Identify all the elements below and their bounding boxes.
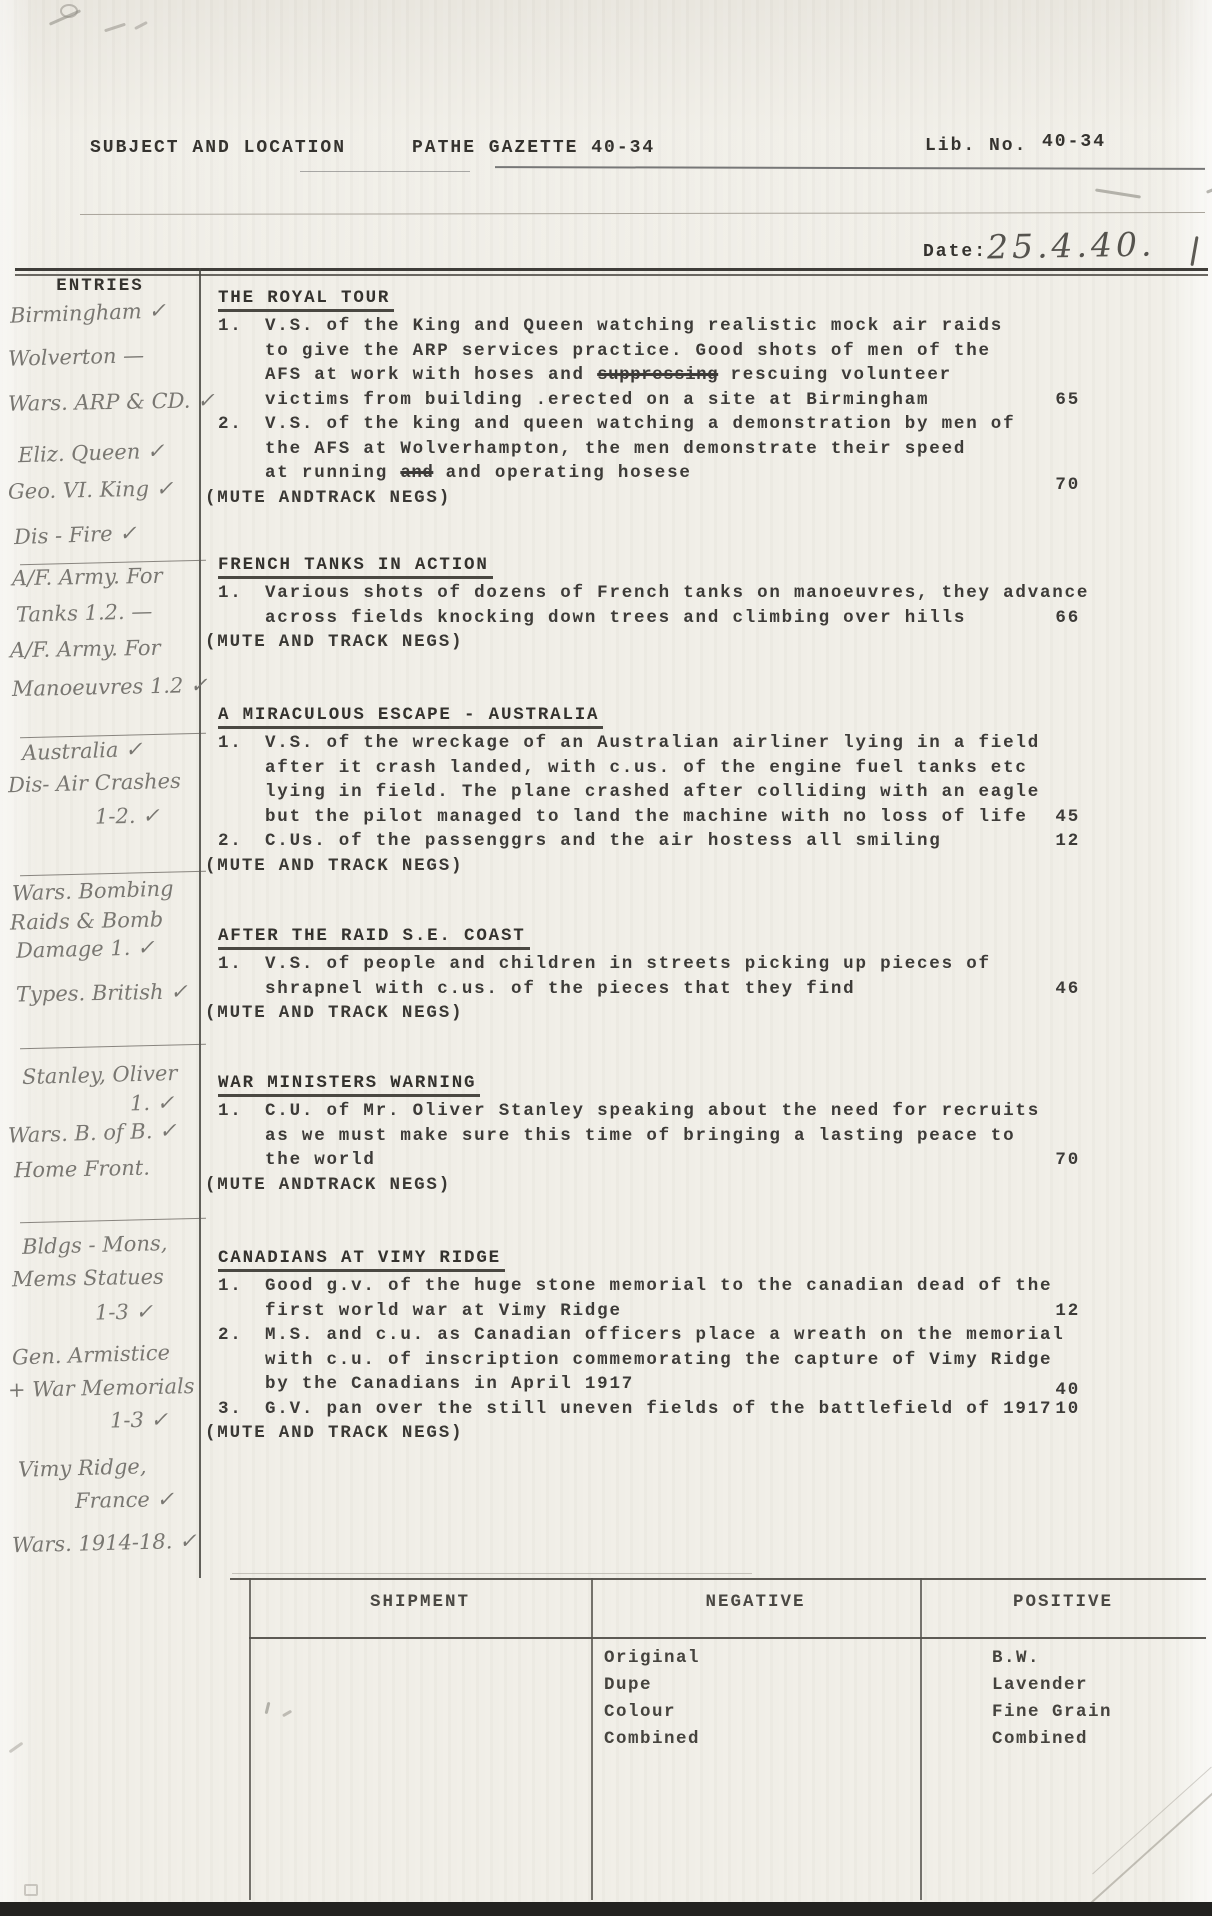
entry-line: Home Front. (13, 1155, 151, 1183)
struck-word: and (400, 463, 434, 483)
section-text-line (205, 606, 1080, 631)
section-text-line (205, 829, 1080, 854)
section-heading: THE ROYAL TOUR (218, 288, 394, 312)
entry-line: Geo. VI. King ✓ (7, 476, 174, 504)
paper-crease (1092, 1767, 1212, 1875)
section-text-line (205, 314, 1080, 339)
line-text: first world war at Vimy Ridge (265, 1300, 622, 1321)
entry-line: Birmingham ✓ (9, 298, 167, 328)
line-text: as we must make sure this time of bringing a lasting peace to (265, 1125, 1016, 1146)
entry-line: Damage 1. ✓ (15, 935, 155, 963)
table-header-underline (249, 1637, 1206, 1639)
negatives-note: (MUTE AND TRACK NEGS) (205, 1003, 464, 1023)
entry-line: Dis - Fire ✓ (13, 520, 138, 550)
entry-line: + War Memorials (7, 1374, 195, 1402)
table-header-negative: NEGATIVE (705, 1592, 806, 1612)
footage-count: 46 (1055, 978, 1080, 999)
line-text: by the Canadians in April 1917 (265, 1374, 635, 1394)
section-text-line (205, 388, 1080, 413)
line-text: V.S. of the King and Queen watching realistic mock air raids (265, 316, 1004, 336)
struck-word: suppressing (597, 365, 719, 385)
entry-line: Wars. Bombing (11, 876, 174, 906)
negative-option: Colour (604, 1702, 677, 1722)
positive-option: B.W. (992, 1648, 1041, 1668)
pencil-tick (1095, 188, 1141, 198)
entry-line: Raids & Bomb (9, 907, 164, 935)
line-text: the world (265, 1150, 376, 1170)
date-label: Date: (923, 242, 988, 262)
header-underline (300, 171, 470, 172)
line-text: after it crash landed, with c.us. of the engine fuel tanks etc (265, 757, 1028, 778)
table-top-line-shadow (232, 1573, 752, 1574)
entries-group-divider (20, 1044, 206, 1050)
scan-edge-bar (0, 1902, 1212, 1916)
document-title: PATHE GAZETTE 40-34 (412, 138, 656, 158)
footage-count: 45 (1055, 806, 1080, 827)
pencil-mark (9, 1742, 24, 1754)
section-text-line (205, 780, 1080, 805)
negative-option: Dupe (604, 1675, 653, 1695)
date-handwritten: 25.4.40. (986, 224, 1156, 267)
entry-line: France ✓ (74, 1486, 175, 1514)
footage-count: 70 (1055, 1150, 1080, 1170)
mid-rule (80, 212, 1205, 215)
line-text: V.S. of people and children in streets picking up pieces of (265, 954, 991, 974)
section-text-line (205, 1397, 1080, 1422)
line-text: to give the ARP services practice. Good shots of men of the (265, 340, 991, 361)
entry-line: Stanley, Oliver (21, 1060, 178, 1090)
negative-option: Combined (604, 1729, 701, 1749)
entries-column-divider (199, 268, 201, 1578)
item-number: 2. (218, 1325, 243, 1345)
section-text-line (205, 1348, 1080, 1373)
newsreel-section (205, 705, 1080, 878)
line-text: M.S. and c.u. as Canadian officers place a wreath on the memorial (265, 1325, 1065, 1345)
section-text-line (205, 977, 1080, 1002)
entry-line: Bldgs - Mons, (21, 1231, 168, 1259)
entry-line: Mems Statues (11, 1264, 165, 1292)
header-rule (495, 166, 1205, 170)
entry-line: 1-2. ✓ (94, 803, 160, 829)
section-text-line (205, 363, 1080, 388)
entry-line: Wars. B. of B. ✓ (7, 1118, 178, 1148)
item-number: 1. (218, 1276, 243, 1296)
entries-group-divider (20, 871, 206, 877)
line-text: C.U. of Mr. Oliver Stanley speaking about the need for recruits (265, 1101, 1041, 1121)
line-text: but the pilot managed to land the machine with no loss of life (265, 806, 1028, 827)
footage-count: 40 (1055, 1380, 1080, 1400)
table-top-line (230, 1578, 1206, 1580)
pencil-mark (282, 1710, 292, 1717)
newsreel-section (205, 1073, 1080, 1197)
newsreel-section (205, 555, 1090, 655)
entry-line: A/F. Army. For (9, 635, 161, 663)
entry-line: Dis- Air Crashes (7, 768, 182, 798)
section-text-line (205, 1299, 1080, 1324)
pencil-tick (1206, 175, 1212, 194)
section-text-line (205, 581, 1090, 606)
section-text-line (205, 1099, 1080, 1124)
section-text-line (205, 756, 1080, 781)
entry-line: 1. ✓ (129, 1090, 175, 1116)
item-number: 1. (218, 733, 243, 753)
section-top-rule (15, 268, 1208, 276)
section-text-line (205, 952, 1080, 977)
footage-count: 10 (1055, 1398, 1080, 1419)
entry-line: Wars. 1914-18. ✓ (11, 1528, 197, 1558)
entry-line: Wars. ARP & CD. ✓ (7, 388, 215, 416)
positive-option: Fine Grain (992, 1702, 1113, 1722)
entry-line: Australia ✓ (21, 736, 144, 766)
line-text: AFS at work with hoses and suppressing rescuing volunteer (265, 365, 952, 385)
section-text-line (205, 1124, 1080, 1149)
positive-option: Combined (992, 1729, 1089, 1749)
line-text: lying in field. The plane crashed after colliding with an eagle (265, 782, 1041, 802)
section-heading: CANADIANS AT VIMY RIDGE (218, 1248, 505, 1272)
section-heading: FRENCH TANKS IN ACTION (218, 555, 493, 579)
section-text-line (205, 339, 1080, 364)
negatives-note: (MUTE AND TRACK NEGS) (205, 855, 464, 876)
section-heading: WAR MINISTERS WARNING (218, 1073, 480, 1097)
item-number: 2. (218, 414, 243, 434)
line-text: G.V. pan over the still uneven fields of the battlefield of 1917 (265, 1398, 1053, 1419)
negatives-note: (MUTE ANDTRACK NEGS) (205, 487, 452, 508)
entry-line: Manoeuvres 1.2 ✓ (11, 672, 208, 702)
entry-line: A/F. Army. For (11, 563, 163, 591)
pencil-mark (24, 1884, 38, 1896)
footage-count: 12 (1055, 831, 1080, 851)
entry-line: Tanks 1.2. — (15, 599, 153, 627)
newsreel-section (205, 288, 1080, 510)
section-text-line (205, 805, 1080, 830)
section-text-line (205, 1148, 1080, 1173)
line-text: the AFS at Wolverhampton, the men demonstrate their speed (265, 438, 967, 459)
item-number: 1. (218, 583, 243, 603)
footage-count: 65 (1055, 389, 1080, 410)
line-text: V.S. of the wreckage of an Australian airliner lying in a field (265, 733, 1041, 753)
item-number: 1. (218, 954, 243, 974)
section-text-line (205, 1372, 1080, 1400)
table-divider-2 (920, 1578, 922, 1900)
section-heading: A MIRACULOUS ESCAPE - AUSTRALIA (218, 705, 603, 729)
line-text: C.Us. of the passenggrs and the air hostess all smiling (265, 831, 942, 851)
line-text: victims from building .erected on a site at Birmingham (265, 389, 930, 410)
entry-line: Gen. Armistice (11, 1340, 171, 1370)
footage-count: 66 (1055, 607, 1080, 628)
item-number: 2. (218, 831, 243, 851)
entry-line: 1-3 ✓ (109, 1407, 169, 1433)
line-text: at running and and operating hosese (265, 463, 692, 483)
negatives-note: (MUTE AND TRACK NEGS) (205, 632, 464, 652)
item-number: 1. (218, 1101, 243, 1121)
section-text-line (205, 412, 1080, 437)
footage-count: 12 (1055, 1300, 1080, 1321)
table-header-shipment: SHIPMENT (369, 1592, 470, 1612)
lib-no-label: Lib. No. (925, 136, 1028, 156)
item-number: 3. (218, 1398, 243, 1419)
entry-line: Vimy Ridge, (17, 1454, 147, 1482)
pencil-scribble (60, 4, 78, 18)
section-text-line (205, 461, 1080, 495)
table-header-positive: POSITIVE (1012, 1592, 1113, 1612)
negatives-note: (MUTE ANDTRACK NEGS) (205, 1174, 452, 1195)
newsreel-section (205, 1248, 1080, 1446)
negative-option: Original (604, 1648, 701, 1668)
section-text-line (205, 1274, 1080, 1299)
line-text: shrapnel with c.us. of the pieces that they find (265, 978, 856, 999)
entries-column-header: ENTRIES (56, 276, 144, 296)
section-heading: AFTER THE RAID S.E. COAST (218, 926, 530, 950)
section-text-line (205, 731, 1080, 756)
line-text: Good g.v. of the huge stone memorial to the canadian dead of the (265, 1276, 1053, 1296)
pencil-scribble (134, 21, 148, 30)
positive-option: Lavender (992, 1675, 1089, 1695)
entry-line: Wolverton — (7, 343, 145, 371)
table-left-border (249, 1578, 251, 1900)
lib-no-value: 40-34 (1042, 132, 1107, 152)
pencil-scribble (104, 23, 126, 33)
entry-line: Types. British ✓ (15, 979, 188, 1007)
footage-count: 70 (1055, 475, 1080, 495)
line-text: across fields knocking down trees and climbing over hills (265, 607, 967, 628)
section-text-line (205, 437, 1080, 462)
entry-line: 1-3 ✓ (94, 1299, 154, 1325)
section-text-line (205, 1323, 1080, 1348)
item-number: 1. (218, 316, 243, 336)
negatives-note: (MUTE AND TRACK NEGS) (205, 1423, 464, 1443)
entry-line: Eliz. Queen ✓ (17, 438, 165, 468)
subject-location-label: SUBJECT AND LOCATION (90, 138, 347, 158)
line-text: Various shots of dozens of French tanks on manoeuvres, they advance (265, 583, 1090, 603)
newsreel-section (205, 926, 1080, 1026)
line-text: with c.u. of inscription commemorating the capture of Vimy Ridge (265, 1349, 1053, 1370)
table-divider-1 (591, 1578, 593, 1900)
pencil-mark (265, 1702, 271, 1714)
paper-crease (1025, 1787, 1212, 1916)
line-text: V.S. of the king and queen watching a demonstration by men of (265, 414, 1016, 434)
entries-group-divider (20, 1218, 206, 1224)
date-edge-tick (1190, 236, 1198, 266)
